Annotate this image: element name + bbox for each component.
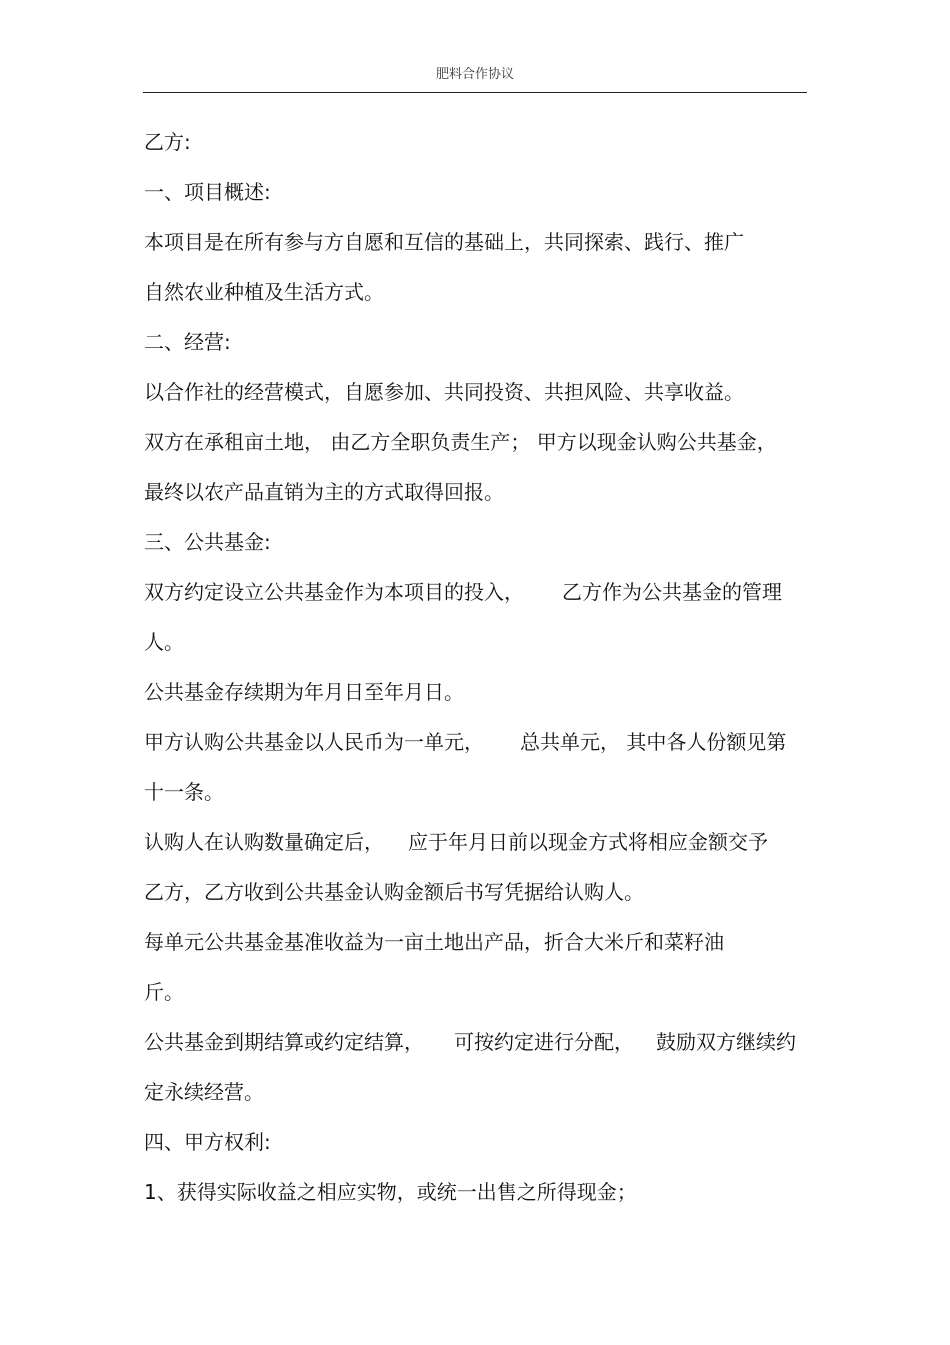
page-header: [143, 64, 807, 93]
section-2-heading: 二、经营:: [144, 330, 231, 354]
text-segment: 乙方作为公共基金的管理: [562, 580, 782, 604]
paragraph-line: 本项目是在所有参与方自愿和互信的基础上，共同探索、践行、推广: [144, 230, 744, 254]
paragraph-line: 每单元公共基金基准收益为一亩土地出产品，折合大米斤和菜籽油: [144, 930, 724, 954]
paragraph-line: 最终以农产品直销为主的方式取得回报。: [144, 480, 504, 504]
section-4-heading: 四、甲方权利:: [144, 1130, 271, 1154]
paragraph-line: 1、获得实际收益之相应实物，或统一出售之所得现金；: [144, 1180, 637, 1204]
text-segment: 认购人在认购数量确定后，: [144, 830, 384, 854]
paragraph-line: [144, 829, 768, 855]
section-3-heading: 三、公共基金:: [144, 530, 271, 554]
paragraph-line: 斤。: [144, 980, 184, 1004]
text-segment: 公共基金到期结算或约定结算，: [144, 1030, 424, 1054]
paragraph-line: [144, 579, 782, 605]
paragraph-line: 十一条。: [144, 780, 224, 804]
text-segment: 甲方认购公共基金以人民币为一单元，: [144, 730, 484, 754]
paragraph-line: 乙方，乙方收到公共基金认购金额后书写凭据给认购人。: [144, 880, 644, 904]
paragraph-line: 自然农业种植及生活方式。: [144, 280, 384, 304]
section-1-heading: 一、项目概述:: [144, 180, 271, 204]
party-b-label: 乙方:: [144, 130, 191, 154]
text-segment: 总共单元， 其中各人份额见第: [520, 730, 787, 754]
paragraph-line: 定永续经营。: [144, 1080, 264, 1104]
text-segment: 应于年月日前以现金方式将相应金额交予: [408, 830, 768, 854]
text-segment: 双方约定设立公共基金作为本项目的投入，: [144, 580, 524, 604]
paragraph-line: 公共基金存续期为年月日至年月日。: [144, 680, 464, 704]
page-header-title: 肥料合作协议: [435, 67, 514, 82]
paragraph-line: [144, 729, 786, 755]
text-segment: 可按约定进行分配，: [454, 1030, 634, 1054]
text-segment: 鼓励双方继续约: [656, 1030, 796, 1054]
paragraph-line: [144, 1029, 796, 1055]
paragraph-line: 以合作社的经营模式，自愿参加、共同投资、共担风险、共享收益。: [144, 380, 744, 404]
paragraph-line: 人。: [144, 630, 184, 654]
paragraph-line: 双方在承租亩土地， 由乙方全职负责生产； 甲方以现金认购公共基金，: [144, 430, 777, 454]
